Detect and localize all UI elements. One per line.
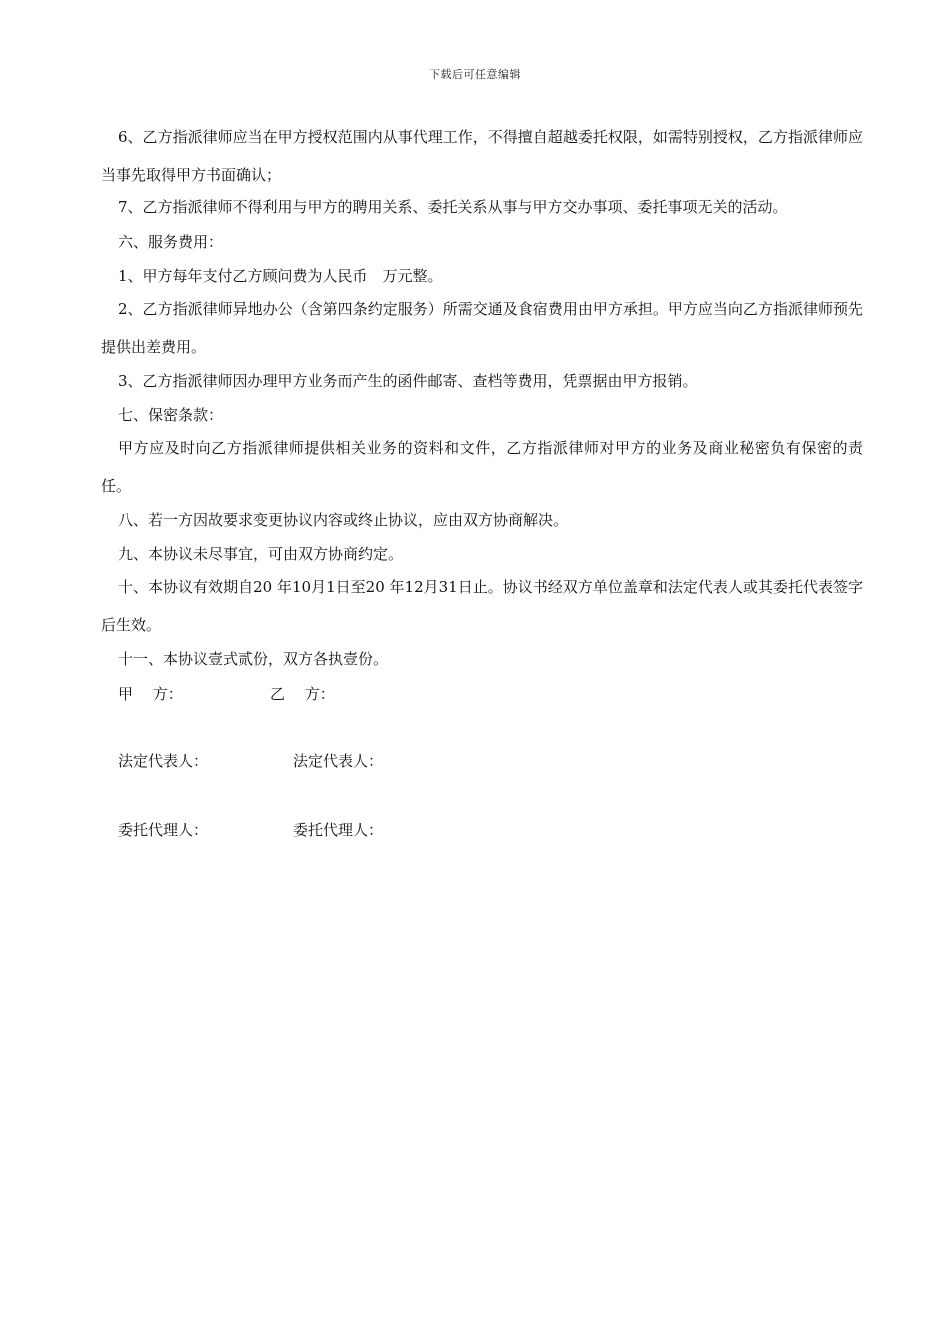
clause-6-item-1: 1、甲方每年支付乙方顾问费为人民币 万元整。 xyxy=(118,267,443,285)
party-b-label: 乙 方： xyxy=(270,685,335,703)
party-a-agent-label: 委托代理人： xyxy=(118,821,209,839)
section-8-text: 八、若一方因故要求变更协议内容或终止协议，应由双方协商解决。 xyxy=(118,511,569,529)
section-6-heading: 六、服务费用： xyxy=(118,233,224,251)
clause-5-item-6: 6、乙方指派律师应当在甲方授权范围内从事代理工作，不得擅自超越委托权限，如需特别授权，乙方指派律师应当事先取得甲方书面确认； xyxy=(101,128,863,184)
party-b-legal-rep-label: 法定代表人： xyxy=(293,752,384,770)
party-b-agent-label: 委托代理人： xyxy=(293,821,384,839)
clause-6-item-2: 2、乙方指派律师异地办公（含第四条约定服务）所需交通及食宿费用由甲方承担。甲方应当向乙方指派律师预先提供出差费用。 xyxy=(101,300,863,356)
section-10-text: 十、本协议有效期自20 年10月1日至20 年12月31日止。协议书经双方单位盖章和法定代表人或其委托代表签字后生效。 xyxy=(101,578,863,634)
section-11-text: 十一、本协议壹式贰份，双方各执壹份。 xyxy=(118,650,389,668)
clause-7-text: 甲方应及时向乙方指派律师提供相关业务的资料和文件，乙方指派律师对甲方的业务及商业秘密负有保密的责任。 xyxy=(101,439,863,495)
clause-6-item-3: 3、乙方指派律师因办理甲方业务而产生的函件邮寄、查档等费用，凭票据由甲方报销。 xyxy=(118,372,698,390)
section-9-text: 九、本协议未尽事宜，可由双方协商约定。 xyxy=(118,545,404,563)
party-a-label: 甲 方： xyxy=(118,685,183,703)
clause-5-item-7: 7、乙方指派律师不得利用与甲方的聘用关系、委托关系从事与甲方交办事项、委托事项无关的活动。 xyxy=(118,198,788,216)
section-7-heading: 七、保密条款： xyxy=(118,406,224,424)
party-a-legal-rep-label: 法定代表人： xyxy=(118,752,209,770)
page-header-note: 下载后可任意编辑 xyxy=(429,68,521,81)
